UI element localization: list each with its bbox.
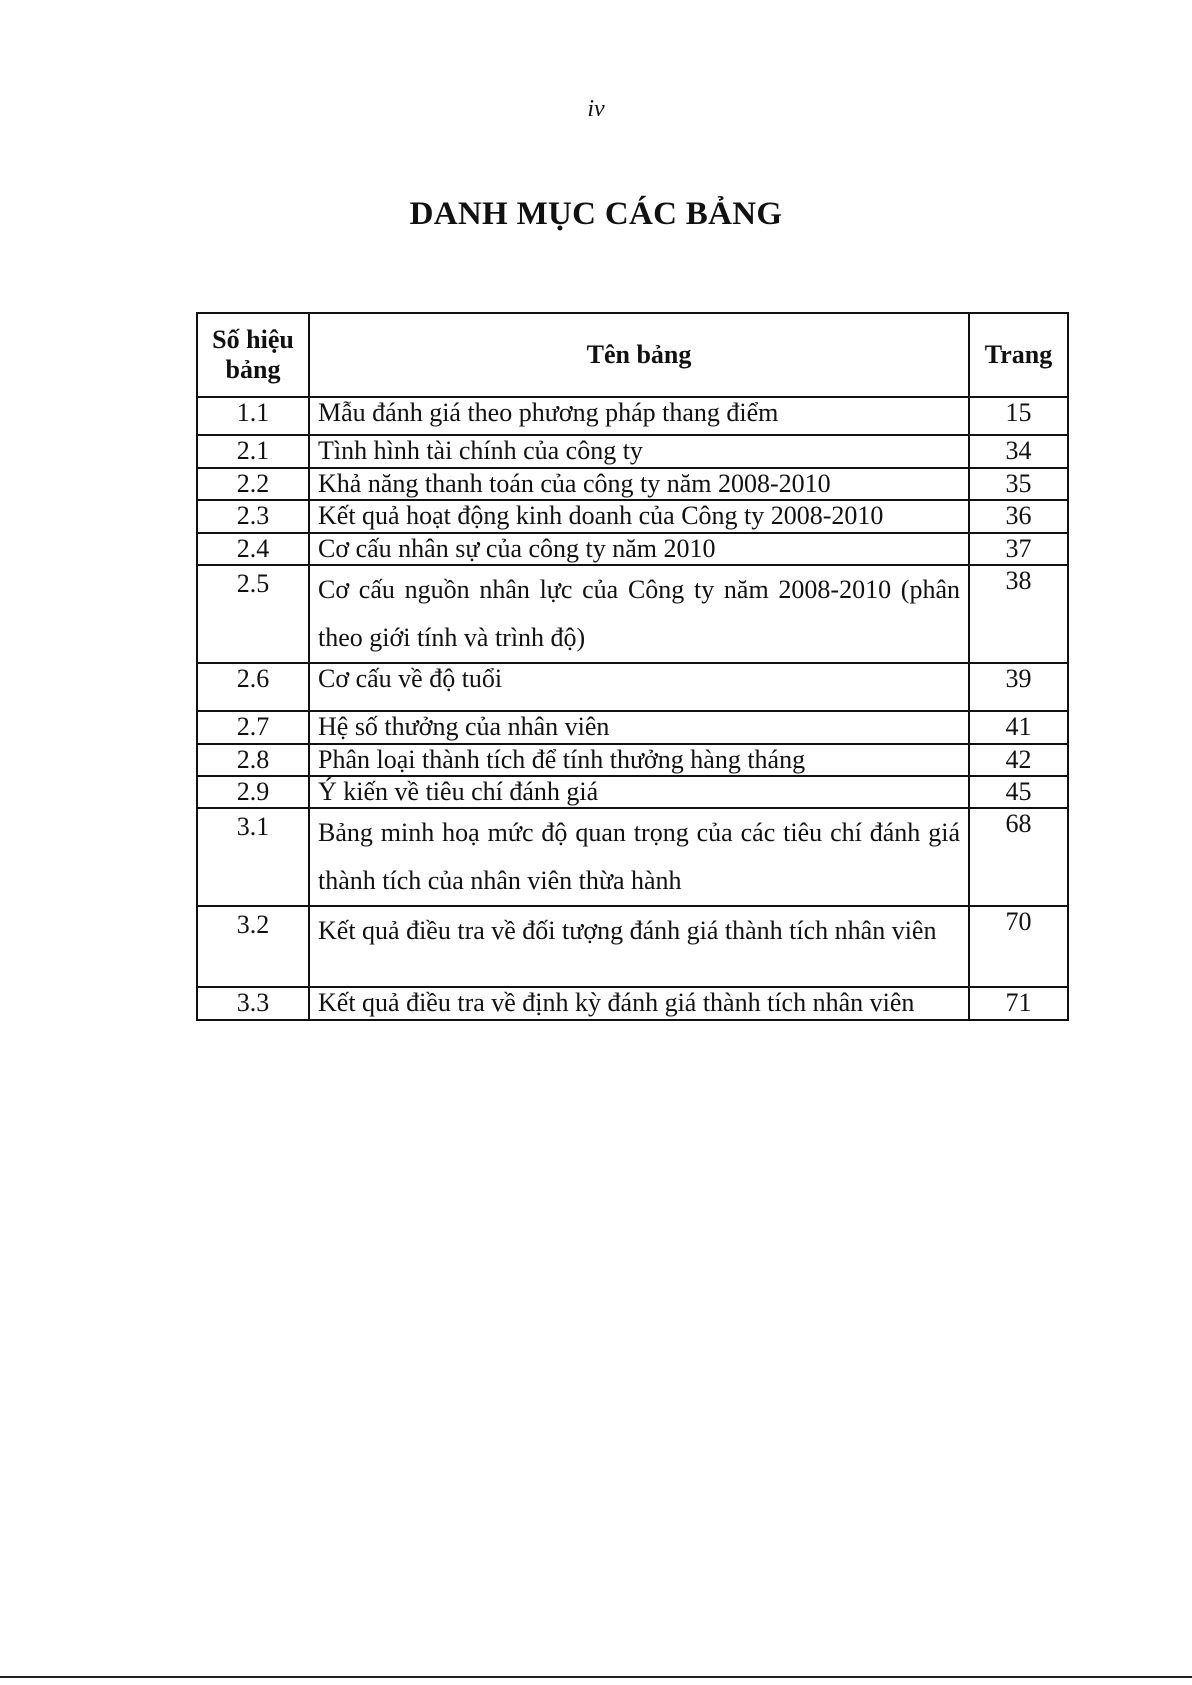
row-name: Tình hình tài chính của công ty <box>309 435 969 468</box>
table-row <box>197 744 1068 776</box>
row-number: 2.2 <box>197 468 309 500</box>
table-row <box>197 776 1068 808</box>
row-number: 2.7 <box>197 711 309 744</box>
row-name: Ý kiến về tiêu chí đánh giá <box>309 776 969 808</box>
row-number: 2.3 <box>197 500 309 533</box>
table-row <box>197 663 1068 711</box>
table-row <box>197 808 1068 906</box>
row-name: Kết quả hoạt động kinh doanh của Công ty 2008-2010 <box>309 500 969 533</box>
row-name: Kết quả điều tra về đối tượng đánh giá thành tích nhân viên <box>309 906 969 987</box>
row-page: 71 <box>969 987 1068 1020</box>
row-page: 68 <box>969 808 1068 906</box>
row-page: 35 <box>969 468 1068 500</box>
row-number: 2.9 <box>197 776 309 808</box>
table-row <box>197 397 1068 435</box>
table-row <box>197 711 1068 744</box>
row-number: 1.1 <box>197 397 309 435</box>
row-number: 2.8 <box>197 744 309 776</box>
table-header-row <box>197 313 1068 397</box>
row-page: 70 <box>969 906 1068 987</box>
row-name: Cơ cấu nhân sự của công ty năm 2010 <box>309 533 969 565</box>
row-name: Cơ cấu nguồn nhân lực của Công ty năm 2008-2010 (phân theo giới tính và trình độ) <box>309 565 969 663</box>
row-name: Kết quả điều tra về định kỳ đánh giá thành tích nhân viên <box>309 987 969 1020</box>
header-number: Số hiệu bảng <box>197 313 309 397</box>
page-number: iv <box>587 96 605 122</box>
row-number: 3.1 <box>197 808 309 906</box>
row-name: Mẫu đánh giá theo phương pháp thang điểm <box>309 397 969 435</box>
row-page: 39 <box>969 663 1068 711</box>
row-name: Cơ cấu về độ tuổi <box>309 663 969 711</box>
row-name: Hệ số thưởng của nhân viên <box>309 711 969 744</box>
row-page: 38 <box>969 565 1068 663</box>
table-row <box>197 500 1068 533</box>
row-number: 2.4 <box>197 533 309 565</box>
table-of-tables <box>196 312 1069 1021</box>
table-row <box>197 565 1068 663</box>
row-number: 2.1 <box>197 435 309 468</box>
row-name: Khả năng thanh toán của công ty năm 2008-2010 <box>309 468 969 500</box>
row-page: 34 <box>969 435 1068 468</box>
header-name: Tên bảng <box>309 313 969 397</box>
table-row <box>197 906 1068 987</box>
row-number: 2.6 <box>197 663 309 711</box>
page-bottom-rule <box>0 1676 1192 1678</box>
row-page: 36 <box>969 500 1068 533</box>
row-page: 42 <box>969 744 1068 776</box>
table-row <box>197 533 1068 565</box>
row-number: 3.3 <box>197 987 309 1020</box>
page-title: DANH MỤC CÁC BẢNG <box>409 196 783 232</box>
row-page: 41 <box>969 711 1068 744</box>
header-page: Trang <box>969 313 1068 397</box>
row-number: 3.2 <box>197 906 309 987</box>
row-page: 45 <box>969 776 1068 808</box>
table-row <box>197 468 1068 500</box>
row-number: 2.5 <box>197 565 309 663</box>
table-row <box>197 435 1068 468</box>
row-page: 37 <box>969 533 1068 565</box>
row-page: 15 <box>969 397 1068 435</box>
row-name: Phân loại thành tích để tính thưởng hàng tháng <box>309 744 969 776</box>
table-row <box>197 987 1068 1020</box>
row-name: Bảng minh hoạ mức độ quan trọng của các tiêu chí đánh giá thành tích của nhân viên thừa hành <box>309 808 969 906</box>
